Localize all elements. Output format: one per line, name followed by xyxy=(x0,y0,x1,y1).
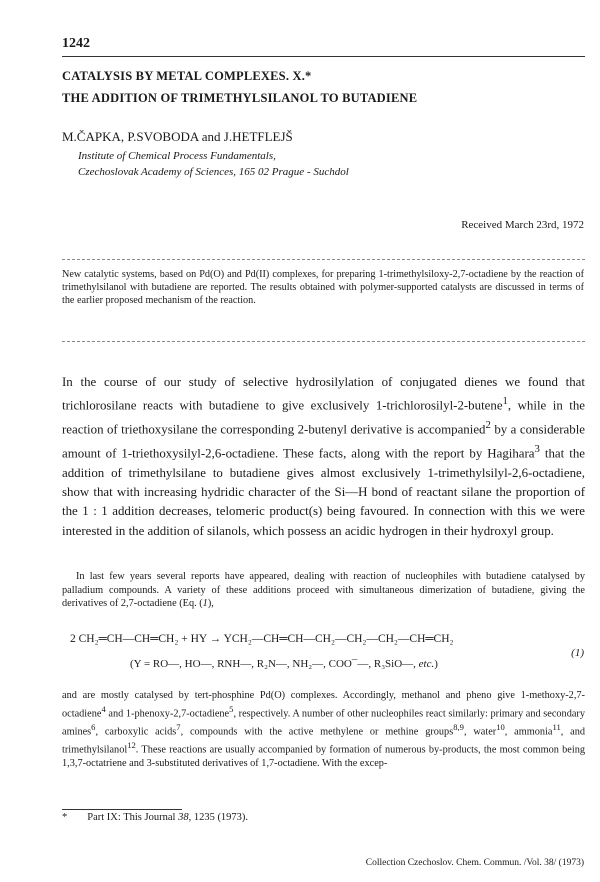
paragraph-intro xyxy=(62,373,585,541)
paragraph-catalysis xyxy=(62,689,585,770)
paragraph-catalysis-text-g: , ammonia xyxy=(504,726,553,738)
paragraph-catalysis-text-i: . These reactions are usually accompanied by formation of numerous by-products, the most common being 1,3,7-octatriene and 3-substituted derivatives of 1,7-octadiene. With the excep- xyxy=(62,744,585,769)
paragraph-catalysis-text-b: and 1-phenoxy-2,7-octadiene xyxy=(105,708,230,720)
equation-main: 2 CH₂═CH—CH═CH₂ + HY → YCH₂—CH═CH—CH₂—CH₂—CH₂—CH═CH₂ xyxy=(70,633,454,645)
abstract-bottom-divider xyxy=(62,341,585,342)
equation-substituents-end: ) xyxy=(434,658,438,670)
equation-number: (1) xyxy=(571,647,584,659)
reference-3: 3 xyxy=(534,442,540,455)
paragraph-nucleophiles-end: ), xyxy=(207,598,214,610)
header-rule xyxy=(62,56,585,57)
footnote xyxy=(62,812,248,823)
reference-1: 1 xyxy=(502,395,508,408)
reference-11: 11 xyxy=(552,721,561,732)
footnote-volume: 38 xyxy=(178,812,189,823)
reference-12: 12 xyxy=(127,739,136,750)
reference-7: 7 xyxy=(176,721,181,732)
paragraph-nucleophiles xyxy=(62,570,585,611)
paragraph-catalysis-text-a: and are mostly catalysed by tert-phosphine Pd(O) complexes. Accordingly, methanol and pheno give 1-methoxy-2,7-octadiene xyxy=(62,690,585,720)
paragraph-intro-text-c: by a considerable amount of 1-triethoxysilyl-2,6-octadiene. These facts, along with the report by Hagihara xyxy=(62,422,586,461)
equation-substituents xyxy=(130,658,438,670)
footnote-rule xyxy=(62,809,182,810)
received-date: Received March 23rd, 1972 xyxy=(461,219,584,231)
paragraph-intro-text-d: that the addition of trimethylsilane to butadiene gives almost exclusively 1-trimethylsilyl-2,6-octadiene, show that with increasing hydridic character of the Si—H bond of reactant silane the proportion of the 1 : 1 addition decreases, telomeric product(s) being favoured. In connection with this we were interested in the addition of silanols, which possess an acidic hydrogen in their hydroxyl group. xyxy=(62,446,585,538)
footnote-mark: * xyxy=(62,812,68,823)
journal-footer: Collection Czechoslov. Chem. Commun. /Vol. 38/ (1973) xyxy=(365,858,584,868)
page-number: 1242 xyxy=(62,36,90,51)
paragraph-catalysis-text-f: , water xyxy=(463,726,497,738)
article-title-line-2: THE ADDITION OF TRIMETHYLSILANOL TO BUTADIENE xyxy=(62,91,418,105)
abstract-top-divider xyxy=(62,259,585,260)
equation-substituents-list: (Y = RO—, HO—, RNH—, R₂N—, NH₂—, COO¯—, R₃SiO—, xyxy=(130,658,416,670)
paragraph-catalysis-text-c: , respectively. A number of other nucleophiles react similarly: primary and secondary amines xyxy=(62,708,585,738)
footnote-text: Part IX: This Journal xyxy=(87,812,179,823)
paragraph-catalysis-text-h: , and trimethylsilanol xyxy=(62,726,585,756)
abstract: New catalytic systems, based on Pd(O) and Pd(II) complexes, for preparing 1-trimethylsiloxy-2,7-octadiene by the reaction of trimethylsilanol with butadiene are reported. The results obtained with polymer-supported catalysts are discussed in terms of the earlier proposed mechanism of the reaction. xyxy=(62,269,584,307)
paragraph-catalysis-text-d: , carboxylic acids xyxy=(95,726,177,738)
article-title-line-1: CATALYSIS BY METAL COMPLEXES. X.* xyxy=(62,69,312,83)
equation-reference: 1 xyxy=(202,598,208,610)
affiliation-line-2: Czechoslovak Academy of Sciences, 165 02 Prague - Suchdol xyxy=(78,166,349,178)
reference-10: 10 xyxy=(496,721,505,732)
paragraph-nucleophiles-text: In last few years several reports have appeared, dealing with reaction of nucleophiles with butadiene catalysed by palladium compounds. A variety of these additions proceed with simultaneous dimerization of butadiene, giving the derivatives of 2,7-octadiene (Eq. ( xyxy=(62,571,585,610)
authors: M.ČAPKA, P.SVOBODA and J.HETFLEJŠ xyxy=(62,129,293,144)
reference-8-9: 8,9 xyxy=(453,721,464,732)
affiliation-line-1: Institute of Chemical Process Fundamentals, xyxy=(78,150,276,162)
paragraph-intro-text-a: In the course of our study of selective hydrosilylation of conjugated dienes we found that trichlorosilane reacts with butadiene to give exclusively 1-trichlorosilyl-2-butene xyxy=(62,375,585,413)
footnote-rest: , 1235 (1973). xyxy=(188,812,249,823)
paragraph-intro-text-b: , while in the reaction of triethoxysilane the corresponding 2-butenyl derivative is accompanied xyxy=(62,398,585,437)
reference-4: 4 xyxy=(101,703,106,714)
paragraph-catalysis-text-e: , compounds with the active methylene or methine groups xyxy=(180,726,454,738)
reference-2: 2 xyxy=(485,419,491,432)
reference-6: 6 xyxy=(91,721,96,732)
reference-5: 5 xyxy=(229,703,234,714)
equation-etc: etc. xyxy=(418,658,435,670)
